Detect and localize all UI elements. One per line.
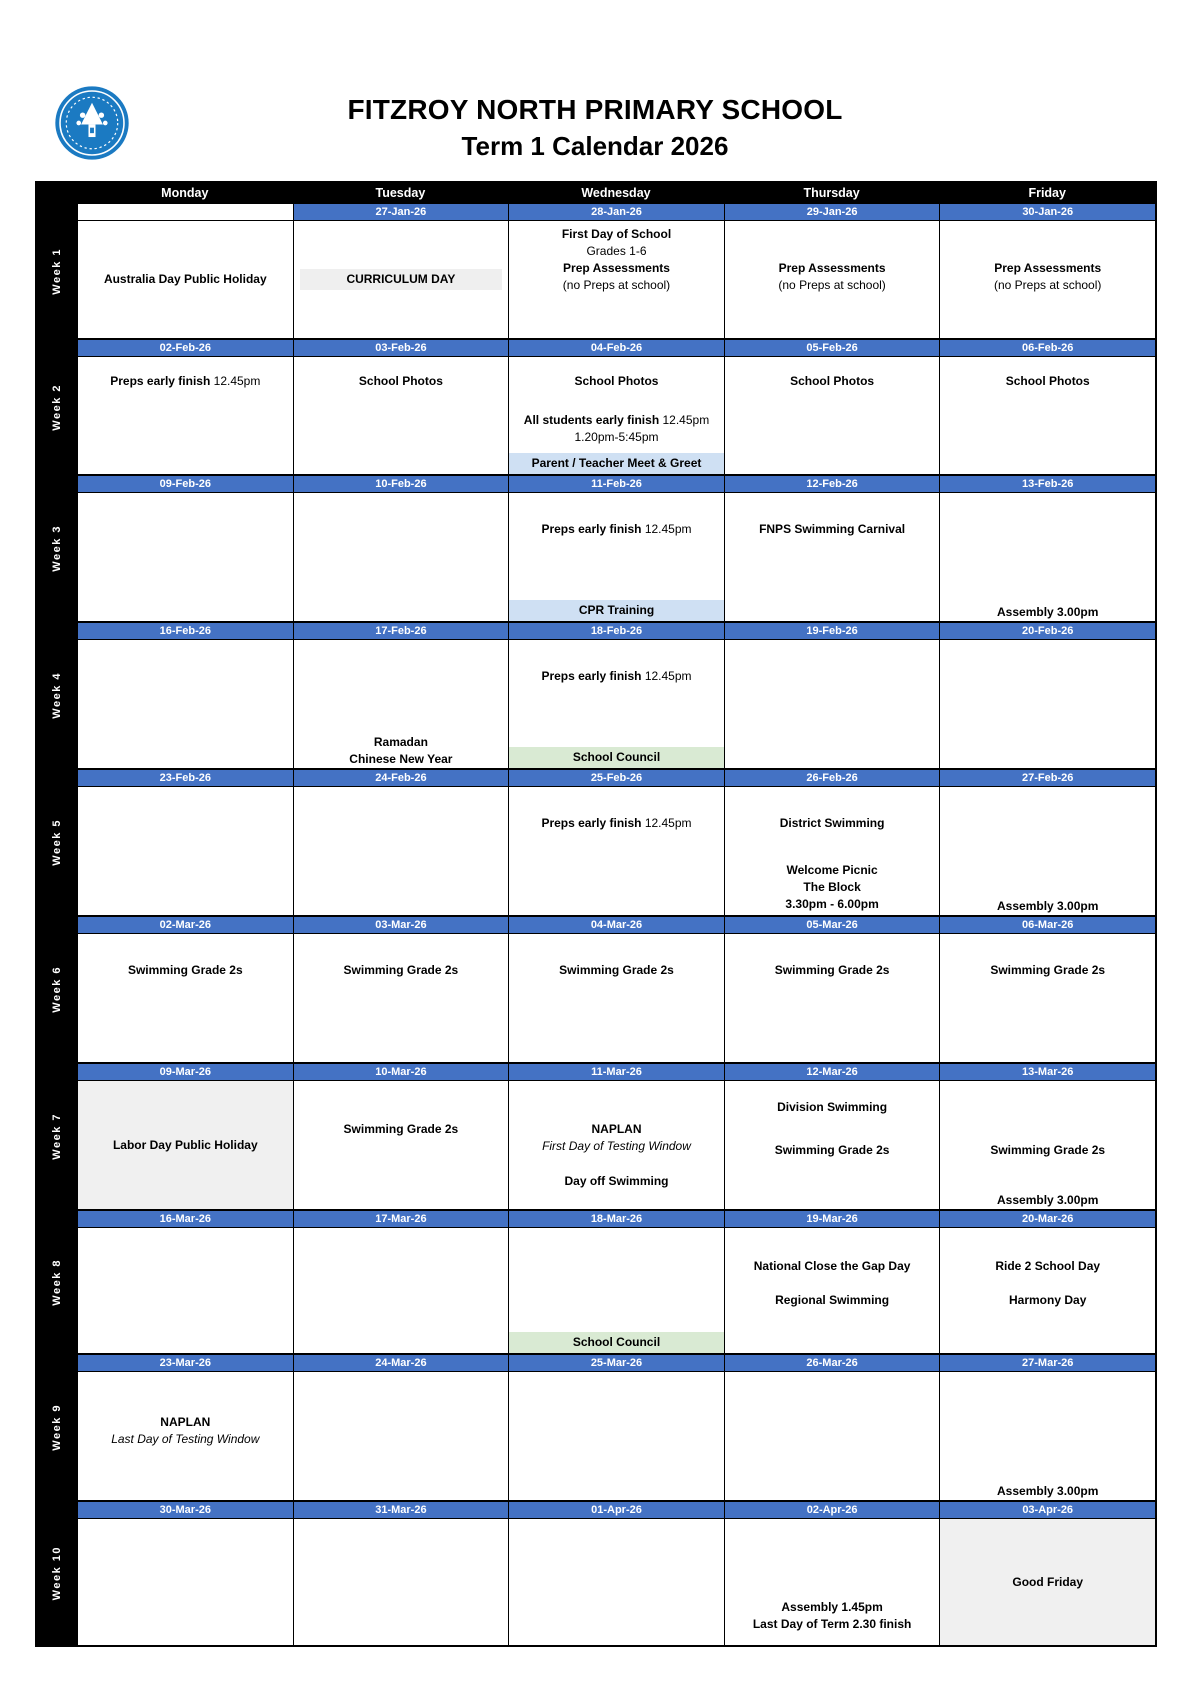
week-label <box>37 204 77 338</box>
date-cell: 03-Apr-26 <box>939 1502 1155 1519</box>
date-cell: 02-Mar-26 <box>77 917 293 934</box>
event-line: Swimming Grade 2s <box>559 963 674 977</box>
event-line: Labor Day Public Holiday <box>112 1137 258 1152</box>
calendar-event <box>78 373 293 390</box>
day-cell <box>939 1228 1155 1353</box>
week-row <box>37 1353 1155 1500</box>
calendar-event <box>940 1483 1155 1500</box>
day-cell <box>77 787 293 915</box>
calendar-event <box>725 962 940 979</box>
event-line: Assembly 1.45pm <box>781 1600 883 1614</box>
day-cell <box>939 640 1155 768</box>
week-label-text: Week 9 <box>51 1404 63 1451</box>
day-cell <box>939 493 1155 621</box>
week-label-text: Week 6 <box>51 966 63 1013</box>
day-cell <box>508 640 724 768</box>
week-label <box>37 340 77 474</box>
week-label <box>37 1502 77 1645</box>
day-cell <box>724 1519 940 1645</box>
day-cell <box>77 221 293 338</box>
day-cell <box>293 1519 509 1645</box>
event-line: Prep Assessments <box>778 261 886 275</box>
day-cell <box>77 493 293 621</box>
day-header-tuesday: Tuesday <box>375 185 426 200</box>
day-cell <box>724 221 940 338</box>
week-row <box>37 915 1155 1062</box>
date-cell: 28-Jan-26 <box>508 204 724 221</box>
event-line: 3.30pm - 6.00pm <box>785 897 879 911</box>
week-row <box>37 621 1155 768</box>
day-cell <box>77 1081 293 1209</box>
date-cell: 13-Feb-26 <box>939 476 1155 493</box>
calendar-event <box>78 271 293 288</box>
calendar-event <box>940 898 1155 915</box>
week-row <box>37 202 1155 338</box>
day-header-row <box>37 183 1155 202</box>
page-header <box>0 94 1190 162</box>
date-cell: 27-Mar-26 <box>939 1355 1155 1372</box>
calendar-event <box>509 747 724 768</box>
event-line: Preps early finish 12.45pm <box>541 816 692 830</box>
week-label <box>37 1064 77 1209</box>
event-line: Swimming Grade 2s <box>343 963 459 977</box>
calendar-weeks <box>37 202 1155 1645</box>
event-line: Last Day of Testing Window <box>111 1432 260 1446</box>
day-cell <box>293 640 509 768</box>
day-header-friday: Friday <box>1028 185 1066 200</box>
day-cell <box>508 1228 724 1353</box>
date-cell: 04-Mar-26 <box>508 917 724 934</box>
date-cell: 18-Mar-26 <box>508 1211 724 1228</box>
day-cell <box>724 1081 940 1209</box>
day-cell <box>724 787 940 915</box>
event-line: All students early finish 12.45pm <box>523 413 710 427</box>
event-line: Swimming Grade 2s <box>127 963 243 977</box>
date-cell <box>77 204 293 221</box>
event-line: District Swimming <box>779 816 885 830</box>
event-line: NAPLAN <box>160 1415 211 1429</box>
event-line: Prep Assessments <box>563 261 670 275</box>
event-line: Assembly 3.00pm <box>997 899 1099 913</box>
date-cell: 20-Feb-26 <box>939 623 1155 640</box>
day-header-wednesday: Wednesday <box>581 185 651 200</box>
page-title: FITZROY NORTH PRIMARY SCHOOL <box>347 94 843 125</box>
date-cell: 02-Apr-26 <box>724 1502 940 1519</box>
calendar-event <box>725 373 940 390</box>
day-cell <box>293 787 509 915</box>
event-line: Last Day of Term 2.30 finish <box>752 1617 912 1631</box>
day-cell <box>77 934 293 1062</box>
event-line: FNPS Swimming Carnival <box>759 522 906 536</box>
week-label <box>37 770 77 915</box>
week-row <box>37 768 1155 915</box>
event-line: Ramadan <box>373 735 428 749</box>
calendar-event <box>78 962 293 979</box>
date-cell: 31-Mar-26 <box>293 1502 509 1519</box>
date-cell: 23-Feb-26 <box>77 770 293 787</box>
week-label-text: Week 7 <box>51 1113 63 1160</box>
day-cell <box>724 640 940 768</box>
calendar-event <box>78 1414 293 1448</box>
day-cell <box>724 934 940 1062</box>
week-label <box>37 623 77 768</box>
event-line: Swimming Grade 2s <box>774 963 890 977</box>
event-line: Swimming Grade 2s <box>990 1143 1106 1157</box>
calendar-event <box>294 373 509 390</box>
calendar-event <box>509 668 724 685</box>
event-line: 1.20pm-5:45pm <box>574 430 659 444</box>
event-line: Welcome Picnic <box>786 863 878 877</box>
day-cell <box>293 1228 509 1353</box>
calendar-event <box>725 862 940 913</box>
date-cell: 16-Feb-26 <box>77 623 293 640</box>
calendar-event <box>940 373 1155 390</box>
calendar-event <box>509 600 724 621</box>
calendar-event <box>294 1121 509 1138</box>
date-cell: 30-Jan-26 <box>939 204 1155 221</box>
calendar-event <box>940 260 1155 294</box>
date-cell: 03-Feb-26 <box>293 340 509 357</box>
calendar-event <box>294 962 509 979</box>
date-cell: 12-Mar-26 <box>724 1064 940 1081</box>
calendar-event <box>509 1121 724 1155</box>
day-cell <box>293 934 509 1062</box>
date-cell: 19-Feb-26 <box>724 623 940 640</box>
day-cell <box>724 493 940 621</box>
day-cell <box>508 1519 724 1645</box>
event-line: Preps early finish 12.45pm <box>110 374 261 388</box>
event-line: Preps early finish 12.45pm <box>541 522 692 536</box>
calendar-event <box>509 412 724 446</box>
calendar-event <box>940 962 1155 979</box>
day-cell <box>77 640 293 768</box>
date-cell: 06-Feb-26 <box>939 340 1155 357</box>
day-cell <box>293 1081 509 1209</box>
event-line: Day off Swimming <box>564 1174 669 1188</box>
date-cell: 27-Jan-26 <box>293 204 509 221</box>
day-cell <box>508 357 724 474</box>
day-cell <box>724 357 940 474</box>
day-header-thursday: Thursday <box>803 185 860 200</box>
day-cell <box>508 221 724 338</box>
week-label-text: Week 8 <box>51 1258 63 1306</box>
calendar-event <box>940 604 1155 621</box>
week-label-text: Week 10 <box>51 1546 63 1601</box>
day-cell <box>508 493 724 621</box>
event-line: Good Friday <box>1012 1574 1084 1589</box>
date-cell: 26-Feb-26 <box>724 770 940 787</box>
week-label-text: Week 4 <box>51 672 63 719</box>
calendar-event <box>725 1099 940 1116</box>
event-line: School Photos <box>790 374 875 388</box>
calendar-event <box>725 815 940 832</box>
day-cell <box>939 1372 1155 1500</box>
event-line: School Council <box>572 1335 661 1349</box>
date-cell: 11-Mar-26 <box>508 1064 724 1081</box>
week-label <box>37 1355 77 1500</box>
calendar-event <box>725 521 940 538</box>
calendar-event <box>940 1142 1155 1159</box>
event-line: School Photos <box>1005 374 1090 388</box>
page-subtitle: Term 1 Calendar 2026 <box>461 131 729 161</box>
week-label-text: Week 5 <box>51 819 63 866</box>
day-cell <box>77 1372 293 1500</box>
week-label <box>37 1211 77 1353</box>
week-label <box>37 917 77 1062</box>
date-cell: 25-Feb-26 <box>508 770 724 787</box>
corner-cell <box>37 183 77 202</box>
calendar-event <box>940 1192 1155 1209</box>
date-cell: 10-Feb-26 <box>293 476 509 493</box>
date-cell: 26-Mar-26 <box>724 1355 940 1372</box>
date-cell: 06-Mar-26 <box>939 917 1155 934</box>
calendar-table <box>35 181 1157 1647</box>
week-row <box>37 338 1155 474</box>
event-line: Ride 2 School Day <box>995 1259 1101 1273</box>
week-row <box>37 474 1155 621</box>
calendar-event <box>725 1258 940 1275</box>
calendar-event <box>294 734 509 768</box>
event-line: Swimming Grade 2s <box>774 1143 890 1157</box>
date-cell: 24-Feb-26 <box>293 770 509 787</box>
week-label-text: Week 3 <box>51 525 63 572</box>
date-cell: 17-Feb-26 <box>293 623 509 640</box>
week-label-text: Week 2 <box>51 383 63 431</box>
day-cell <box>508 1081 724 1209</box>
calendar-event <box>725 260 940 294</box>
event-line: First Day of School <box>561 227 672 241</box>
date-cell: 09-Mar-26 <box>77 1064 293 1081</box>
week-label-text: Week 1 <box>51 247 63 295</box>
event-line: (no Preps at school) <box>778 278 886 292</box>
event-line: Australia Day Public Holiday <box>103 272 267 286</box>
calendar-event <box>509 373 724 390</box>
calendar-event <box>509 1332 724 1353</box>
day-cell <box>939 357 1155 474</box>
event-line: Grades 1-6 <box>586 244 647 258</box>
calendar-event <box>509 226 724 294</box>
day-cell <box>293 221 509 338</box>
calendar-event <box>725 1142 940 1159</box>
day-cell <box>939 934 1155 1062</box>
calendar-event <box>78 1137 293 1154</box>
calendar-event <box>509 815 724 832</box>
date-cell: 17-Mar-26 <box>293 1211 509 1228</box>
event-line: (no Preps at school) <box>994 278 1102 292</box>
day-cell <box>939 1081 1155 1209</box>
day-cell <box>293 493 509 621</box>
day-cell <box>939 787 1155 915</box>
date-cell: 16-Mar-26 <box>77 1211 293 1228</box>
event-line: Preps early finish 12.45pm <box>541 669 692 683</box>
event-line: School Council <box>572 750 661 764</box>
event-line: CPR Training <box>578 603 655 617</box>
event-line: NAPLAN <box>591 1122 642 1136</box>
calendar-event <box>940 1292 1155 1309</box>
event-line: Assembly 3.00pm <box>997 605 1099 619</box>
date-cell: 25-Mar-26 <box>508 1355 724 1372</box>
date-cell: 09-Feb-26 <box>77 476 293 493</box>
event-line: Prep Assessments <box>994 261 1102 275</box>
event-line: Harmony Day <box>1009 1293 1087 1307</box>
event-line: Assembly 3.00pm <box>997 1193 1099 1207</box>
week-row <box>37 1062 1155 1209</box>
date-cell: 10-Mar-26 <box>293 1064 509 1081</box>
calendar-event <box>509 521 724 538</box>
day-cell <box>724 1372 940 1500</box>
date-cell: 23-Mar-26 <box>77 1355 293 1372</box>
day-cell <box>508 1372 724 1500</box>
date-cell: 04-Feb-26 <box>508 340 724 357</box>
event-line: Chinese New Year <box>349 752 453 766</box>
day-cell <box>77 1228 293 1353</box>
date-cell: 27-Feb-26 <box>939 770 1155 787</box>
event-line: Division Swimming <box>777 1100 888 1114</box>
event-line: (no Preps at school) <box>562 278 671 292</box>
event-line: School Photos <box>358 374 443 388</box>
event-line: Assembly 3.00pm <box>997 1484 1099 1498</box>
event-line: National Close the Gap Day <box>753 1259 911 1273</box>
day-cell <box>508 934 724 1062</box>
calendar-event <box>940 1258 1155 1275</box>
event-line: Parent / Teacher Meet & Greet <box>531 456 702 470</box>
date-cell: 29-Jan-26 <box>724 204 940 221</box>
day-cell <box>939 221 1155 338</box>
week-row <box>37 1209 1155 1353</box>
calendar-event <box>300 269 503 290</box>
calendar-event <box>940 1574 1155 1591</box>
day-cell <box>724 1228 940 1353</box>
date-cell: 30-Mar-26 <box>77 1502 293 1519</box>
date-cell: 20-Mar-26 <box>939 1211 1155 1228</box>
event-line: The Block <box>803 880 861 894</box>
week-row <box>37 1500 1155 1645</box>
event-line: Swimming Grade 2s <box>990 963 1106 977</box>
event-line: First Day of Testing Window <box>542 1139 691 1153</box>
event-line: Swimming Grade 2s <box>343 1122 459 1136</box>
date-cell: 19-Mar-26 <box>724 1211 940 1228</box>
event-line: Regional Swimming <box>775 1293 890 1307</box>
day-cell <box>508 787 724 915</box>
date-cell: 05-Mar-26 <box>724 917 940 934</box>
day-cell <box>293 1372 509 1500</box>
calendar-event <box>509 453 724 474</box>
date-cell: 05-Feb-26 <box>724 340 940 357</box>
day-header-monday: Monday <box>161 185 209 200</box>
date-cell: 03-Mar-26 <box>293 917 509 934</box>
calendar-event <box>509 1173 724 1190</box>
event-line: School Photos <box>574 374 659 388</box>
day-cell <box>293 357 509 474</box>
day-cell <box>939 1519 1155 1645</box>
calendar-event <box>725 1292 940 1309</box>
date-cell: 18-Feb-26 <box>508 623 724 640</box>
week-label <box>37 476 77 621</box>
day-cell <box>77 357 293 474</box>
calendar-event <box>725 1599 940 1633</box>
event-line: CURRICULUM DAY <box>346 272 456 286</box>
date-cell: 12-Feb-26 <box>724 476 940 493</box>
date-cell: 24-Mar-26 <box>293 1355 509 1372</box>
day-cell <box>77 1519 293 1645</box>
date-cell: 02-Feb-26 <box>77 340 293 357</box>
calendar-event <box>509 962 724 979</box>
date-cell: 13-Mar-26 <box>939 1064 1155 1081</box>
date-cell: 11-Feb-26 <box>508 476 724 493</box>
date-cell: 01-Apr-26 <box>508 1502 724 1519</box>
